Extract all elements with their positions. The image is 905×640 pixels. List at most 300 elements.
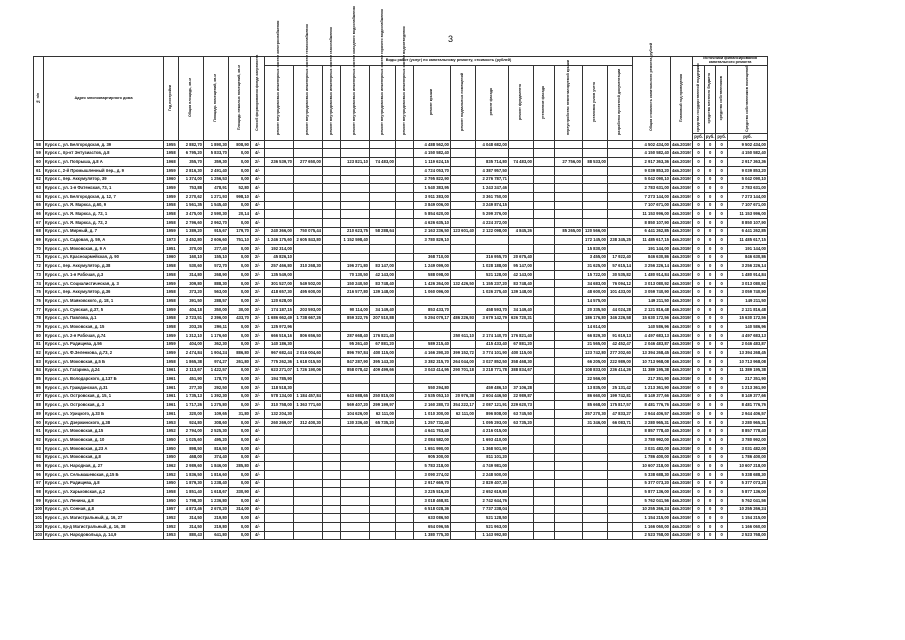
table-cell: 5 377 073,20 bbox=[633, 479, 671, 488]
table-cell bbox=[534, 357, 555, 366]
table-cell: 0 bbox=[693, 436, 705, 445]
table-cell: 8 857 778,40 bbox=[633, 427, 671, 436]
table-cell: 2/- bbox=[251, 314, 265, 323]
table-cell: 666 516,16 bbox=[265, 331, 294, 340]
table-row bbox=[34, 496, 768, 505]
table-cell bbox=[370, 505, 396, 514]
table-row bbox=[34, 262, 768, 271]
table-cell bbox=[370, 375, 396, 384]
table-cell bbox=[509, 323, 534, 332]
table-cell: 4кв.2019г bbox=[671, 279, 693, 288]
unit-s2: руб. bbox=[705, 133, 715, 139]
table-cell: 0,00 bbox=[229, 253, 251, 262]
table-cell bbox=[396, 166, 414, 175]
table-cell: 1 561,35 bbox=[179, 201, 204, 210]
table-cell: 4 216 015,00 bbox=[476, 427, 509, 436]
table-cell: 846 630,86 bbox=[728, 253, 768, 262]
col-w14: разработка проектной документации bbox=[608, 65, 633, 140]
table-cell: 896 808,00 bbox=[476, 410, 509, 419]
table-cell: 4/- bbox=[251, 436, 265, 445]
table-cell: 0 bbox=[716, 297, 728, 306]
table-cell: 495,20 bbox=[204, 436, 229, 445]
table-cell: 0 bbox=[693, 314, 705, 323]
table-cell: 2 917 669,70 bbox=[414, 479, 451, 488]
table-cell: 3 780 829,10 bbox=[414, 236, 451, 245]
table-cell: 0 bbox=[704, 149, 716, 158]
table-cell: 320,00 bbox=[179, 410, 204, 419]
table-cell bbox=[370, 427, 396, 436]
table-cell: 355,70 bbox=[179, 158, 204, 167]
table-cell bbox=[451, 505, 476, 514]
table-cell: 3 256 226,14 bbox=[633, 262, 671, 271]
table-cell: Курск г., ул. 1-я Фатежская, 73, 1 bbox=[44, 184, 164, 193]
table-cell bbox=[265, 453, 294, 462]
table-cell bbox=[555, 418, 583, 427]
table-cell: 5 299 376,00 bbox=[476, 210, 509, 219]
table-row bbox=[34, 331, 768, 340]
table-cell: 8 149 377,66 bbox=[728, 392, 768, 401]
table-cell: 0 bbox=[704, 158, 716, 167]
table-cell bbox=[294, 427, 323, 436]
table-cell: 4/- bbox=[251, 496, 265, 505]
table-cell: 4кв.2019г bbox=[671, 384, 693, 393]
table-cell: 2 962,70 bbox=[204, 218, 229, 227]
table-cell bbox=[451, 158, 476, 167]
table-cell: 101 bbox=[34, 514, 44, 523]
table-cell: 3 013 080,92 bbox=[728, 279, 768, 288]
table-cell bbox=[341, 375, 370, 384]
table-cell bbox=[608, 531, 633, 540]
table-cell: 4кв.2019г bbox=[671, 340, 693, 349]
table-cell: 1 025,60 bbox=[179, 436, 204, 445]
table-cell: 74 483,00 bbox=[370, 158, 396, 167]
table-row bbox=[34, 210, 768, 219]
table-cell: 140 186,30 bbox=[265, 340, 294, 349]
table-cell: 3 059 740,90 bbox=[728, 288, 768, 297]
table-cell bbox=[583, 514, 608, 523]
table-cell bbox=[396, 253, 414, 262]
table-cell: 9 502 434,00 bbox=[728, 140, 768, 149]
table-cell: 2 604 446,50 bbox=[476, 392, 509, 401]
table-cell: 1 238,40 bbox=[204, 479, 229, 488]
table-cell: Курск г., ул. Маяковского, д. 18, 1 bbox=[44, 297, 164, 306]
table-row bbox=[34, 149, 768, 158]
table-cell: 25 131,42 bbox=[608, 384, 633, 393]
table-cell bbox=[265, 210, 294, 219]
table-cell bbox=[451, 453, 476, 462]
table-cell: 3 361 750,00 bbox=[476, 192, 509, 201]
table-cell bbox=[555, 479, 583, 488]
table-cell: 2 944 406,57 bbox=[728, 410, 768, 419]
table-cell bbox=[265, 201, 294, 210]
table-row bbox=[34, 236, 768, 245]
table-cell: 42 452,47 bbox=[608, 340, 633, 349]
table-cell: 3 090 274,02 bbox=[414, 470, 451, 479]
table-cell bbox=[294, 253, 323, 262]
table-cell: 140 586,96 bbox=[633, 323, 671, 332]
table-cell: 395 143,30 bbox=[370, 357, 396, 366]
table-cell bbox=[451, 149, 476, 158]
table-cell bbox=[323, 523, 341, 532]
table-cell: 2/- bbox=[251, 227, 265, 236]
table-cell bbox=[555, 453, 583, 462]
table-cell: 4 224 372,00 bbox=[476, 218, 509, 227]
table-cell bbox=[509, 427, 534, 436]
table-cell bbox=[370, 140, 396, 149]
table-cell: 967 682,44 bbox=[265, 349, 294, 358]
table-cell bbox=[396, 462, 414, 471]
repair-plan-table bbox=[33, 6, 768, 540]
table-cell: 82 bbox=[34, 349, 44, 358]
table-cell: 1951 bbox=[164, 245, 179, 254]
table-cell: 312 400,30 bbox=[294, 418, 323, 427]
table-cell bbox=[555, 366, 583, 375]
table-cell: 3 280 965,31 bbox=[728, 418, 768, 427]
table-cell bbox=[294, 340, 323, 349]
table-cell bbox=[509, 523, 534, 532]
table-cell bbox=[323, 514, 341, 523]
table-cell: 0 bbox=[704, 227, 716, 236]
table-cell: 118 518,30 bbox=[265, 384, 294, 393]
table-cell bbox=[534, 323, 555, 332]
table-cell bbox=[265, 531, 294, 540]
table-cell: 34 149,40 bbox=[370, 305, 396, 314]
table-header bbox=[34, 6, 768, 141]
table-cell: 1 166 060,00 bbox=[633, 523, 671, 532]
table-cell: 1 368 501,90 bbox=[476, 444, 509, 453]
table-cell bbox=[509, 149, 534, 158]
table-cell bbox=[509, 479, 534, 488]
table-cell: 149 211,50 bbox=[728, 297, 768, 306]
table-cell bbox=[509, 470, 534, 479]
table-cell bbox=[583, 192, 608, 201]
table-cell bbox=[534, 210, 555, 219]
table-cell: 203,26 bbox=[179, 323, 204, 332]
table-cell: 1 618,67 bbox=[204, 488, 229, 497]
table-cell bbox=[370, 453, 396, 462]
table-cell bbox=[396, 496, 414, 505]
table-cell bbox=[396, 210, 414, 219]
table-cell bbox=[323, 331, 341, 340]
table-row bbox=[34, 166, 768, 175]
table-cell: Курск г., ул. Володарского, д.137 Б bbox=[44, 375, 164, 384]
table-cell bbox=[323, 236, 341, 245]
table-cell bbox=[583, 436, 608, 445]
table-cell: 0 bbox=[693, 523, 705, 532]
table-cell: 203 593,00 bbox=[294, 305, 323, 314]
table-cell: Курск г., пер. Аккумулятор, д.36 bbox=[44, 288, 164, 297]
table-cell: 238 345,25 bbox=[608, 236, 633, 245]
table-cell: 210 623,75 bbox=[341, 227, 370, 236]
table-cell: 1968 bbox=[164, 158, 179, 167]
table-cell: 257 466,80 bbox=[265, 262, 294, 271]
table-cell bbox=[451, 253, 476, 262]
table-cell: 1 095 293,00 bbox=[476, 418, 509, 427]
table-cell: 309,80 bbox=[179, 279, 204, 288]
table-cell: 75 bbox=[34, 288, 44, 297]
table-cell: 4 048 682,00 bbox=[476, 140, 509, 149]
table-cell: 0 bbox=[716, 444, 728, 453]
table-cell: 310 268,30 bbox=[294, 262, 323, 271]
table-cell bbox=[534, 271, 555, 280]
table-cell bbox=[583, 531, 608, 540]
table-cell: 260 269,07 bbox=[265, 418, 294, 427]
table-cell: 898,50 bbox=[179, 444, 204, 453]
table-cell: 4/- bbox=[251, 453, 265, 462]
table-cell bbox=[555, 314, 583, 323]
table-cell: 22 566,00 bbox=[583, 375, 608, 384]
table-cell: 974,27 bbox=[204, 357, 229, 366]
table-cell bbox=[509, 531, 534, 540]
table-cell: 0 bbox=[716, 375, 728, 384]
table-cell bbox=[555, 392, 583, 401]
table-cell bbox=[294, 470, 323, 479]
table-cell bbox=[370, 236, 396, 245]
table-cell: 63 745,50 bbox=[509, 410, 534, 419]
table-cell: 1959 bbox=[164, 192, 179, 201]
col-w12: переустройство невентилируемой крыши bbox=[555, 65, 583, 140]
table-cell: 1960 bbox=[164, 175, 179, 184]
table-cell bbox=[509, 192, 534, 201]
table-cell bbox=[534, 531, 555, 540]
table-cell bbox=[555, 349, 583, 358]
table-cell: 0,00 bbox=[229, 323, 251, 332]
table-cell: 0,00 bbox=[229, 470, 251, 479]
table-cell: 287 668,40 bbox=[341, 331, 370, 340]
table-cell: 62 111,00 bbox=[451, 410, 476, 419]
table-cell: 8 481 776,76 bbox=[633, 401, 671, 410]
table-cell: 192 314,00 bbox=[265, 245, 294, 254]
table-cell: 4кв.2019г bbox=[671, 349, 693, 358]
table-cell: 0 bbox=[704, 444, 716, 453]
col-total-cost: Общая стоимость капитального ремонта, рублей bbox=[633, 57, 671, 141]
table-cell: 346 226,58 bbox=[608, 314, 633, 323]
table-cell: 1 836,50 bbox=[179, 470, 204, 479]
table-cell: 314,50 bbox=[179, 523, 204, 532]
table-cell: 139 148,00 bbox=[370, 288, 396, 297]
table-cell bbox=[294, 384, 323, 393]
table-cell: 433,70 bbox=[229, 314, 251, 323]
table-cell: 0,00 bbox=[229, 245, 251, 254]
table-cell: 1 246 175,60 bbox=[265, 236, 294, 245]
table-cell: 76 094,12 bbox=[608, 279, 633, 288]
table-cell bbox=[555, 375, 583, 384]
table-cell: 1950 bbox=[164, 453, 179, 462]
table-cell: 94 bbox=[34, 453, 44, 462]
table-cell: 1 312,10 bbox=[179, 331, 204, 340]
table-cell: 3 475,00 bbox=[179, 210, 204, 219]
table-cell: 905 300,00 bbox=[414, 453, 451, 462]
table-cell: 175 817,57 bbox=[608, 401, 633, 410]
table-cell bbox=[509, 297, 534, 306]
table-cell bbox=[323, 375, 341, 384]
table-cell: 418 657,30 bbox=[265, 288, 294, 297]
table-cell: 5 042 090,10 bbox=[728, 175, 768, 184]
table-cell bbox=[555, 210, 583, 219]
table-cell: 11 485 617,15 bbox=[633, 236, 671, 245]
table-cell: 4кв.2019г bbox=[671, 462, 693, 471]
table-cell bbox=[555, 253, 583, 262]
table-cell bbox=[534, 505, 555, 514]
table-cell bbox=[476, 245, 509, 254]
table-cell: 4кв.2019г bbox=[671, 218, 693, 227]
table-cell: 7 273 144,00 bbox=[728, 192, 768, 201]
table-cell: 123 601,40 bbox=[451, 227, 476, 236]
col-s2: средства местного бюджета bbox=[704, 65, 716, 133]
table-cell: Курск г., пр-кт Энтузиастов, д.8 bbox=[44, 149, 164, 158]
table-cell: 44 024,28 bbox=[608, 305, 633, 314]
table-cell bbox=[451, 436, 476, 445]
table-cell bbox=[370, 323, 396, 332]
table-cell: 2 816,30 bbox=[179, 166, 204, 175]
col-area-living: Площадь помещений, кв.м bbox=[204, 57, 229, 141]
table-cell: 588 098,00 bbox=[414, 271, 451, 280]
table-cell: 495 600,00 bbox=[294, 288, 323, 297]
table-cell: 0,00 bbox=[229, 279, 251, 288]
table-cell: 67 bbox=[34, 218, 44, 227]
table-cell bbox=[323, 349, 341, 358]
table-cell bbox=[509, 236, 534, 245]
col-w11: утепление фасада bbox=[534, 65, 555, 140]
table-cell: 296,11 bbox=[204, 323, 229, 332]
table-cell: 4 724 053,70 bbox=[414, 166, 451, 175]
table-cell bbox=[555, 271, 583, 280]
table-cell bbox=[451, 479, 476, 488]
table-cell: 2/- bbox=[251, 366, 265, 375]
table-cell: Курск г., ул. Ленина, д.8 bbox=[44, 496, 164, 505]
table-cell: 91 619,13 bbox=[608, 331, 633, 340]
table-cell bbox=[396, 236, 414, 245]
table-cell bbox=[451, 271, 476, 280]
table-cell: 42 143,00 bbox=[509, 271, 534, 280]
table-cell: 140 586,96 bbox=[728, 323, 768, 332]
table-cell bbox=[583, 470, 608, 479]
table-cell bbox=[341, 496, 370, 505]
table-cell: 4/- bbox=[251, 479, 265, 488]
table-cell bbox=[534, 496, 555, 505]
table-cell: 72 bbox=[34, 262, 44, 271]
table-cell: 15 630 172,56 bbox=[633, 314, 671, 323]
table-cell: 6 518 028,36 bbox=[414, 505, 451, 514]
table-cell: 0 bbox=[693, 444, 705, 453]
table-cell: 374,40 bbox=[204, 453, 229, 462]
table-cell bbox=[608, 505, 633, 514]
table-cell: 2 087 121,91 bbox=[476, 401, 509, 410]
table-cell: 0 bbox=[716, 488, 728, 497]
table-cell: 1959 bbox=[164, 340, 179, 349]
table-cell: 2/- bbox=[251, 297, 265, 306]
table-cell bbox=[534, 305, 555, 314]
table-cell bbox=[341, 192, 370, 201]
table-cell: 2/- bbox=[251, 236, 265, 245]
table-cell: 2 474,84 bbox=[179, 349, 204, 358]
table-cell: 176 821,40 bbox=[509, 331, 534, 340]
table-cell: 0 bbox=[704, 392, 716, 401]
table-cell: 10 607 218,00 bbox=[728, 462, 768, 471]
table-cell bbox=[370, 192, 396, 201]
table-cell bbox=[534, 401, 555, 410]
table-cell bbox=[294, 271, 323, 280]
table-cell: 155,10 bbox=[204, 253, 229, 262]
table-cell: Курск г., ул. Белгородская, д. 12, 7 bbox=[44, 192, 164, 201]
table-cell bbox=[370, 175, 396, 184]
table-cell bbox=[451, 427, 476, 436]
table-cell: 62 111,00 bbox=[370, 410, 396, 419]
table-cell bbox=[555, 444, 583, 453]
table-cell: 0,00 bbox=[229, 201, 251, 210]
table-cell: 71 bbox=[34, 253, 44, 262]
table-cell: 4/- bbox=[251, 192, 265, 201]
table-cell: 1952 bbox=[164, 427, 179, 436]
table-cell: 79 bbox=[34, 323, 44, 332]
table-cell bbox=[555, 514, 583, 523]
table-row bbox=[34, 340, 768, 349]
table-row bbox=[34, 418, 768, 427]
table-cell bbox=[555, 505, 583, 514]
table-cell bbox=[294, 323, 323, 332]
table-row bbox=[34, 523, 768, 532]
table-cell: 4кв.2019г bbox=[671, 375, 693, 384]
table-cell: 2/- bbox=[251, 305, 265, 314]
table-cell bbox=[451, 140, 476, 149]
table-cell: 0 bbox=[716, 271, 728, 280]
table-cell: 1958 bbox=[164, 297, 179, 306]
table-cell bbox=[555, 496, 583, 505]
table-cell: 0 bbox=[716, 479, 728, 488]
table-cell: 0 bbox=[716, 349, 728, 358]
table-cell bbox=[451, 184, 476, 193]
table-cell: 3 218 771,78 bbox=[476, 366, 509, 375]
table-cell bbox=[608, 192, 633, 201]
table-cell: 250 815,00 bbox=[370, 392, 396, 401]
table-cell: 139 148,00 bbox=[509, 288, 534, 297]
table-cell: 0,00 bbox=[229, 366, 251, 375]
table-cell: 15 830,00 bbox=[583, 245, 608, 254]
table-cell: 0 bbox=[704, 496, 716, 505]
table-row bbox=[34, 297, 768, 306]
table-cell bbox=[451, 375, 476, 384]
table-cell: 3 452,80 bbox=[179, 236, 204, 245]
table-cell bbox=[323, 297, 341, 306]
table-cell bbox=[534, 149, 555, 158]
col-w13: установка узлов учета bbox=[583, 65, 608, 140]
table-cell bbox=[509, 201, 534, 210]
table-cell: Курск г., ул. 1-я Рабочая, д.3 bbox=[44, 271, 164, 280]
table-cell: 847 287,90 bbox=[341, 357, 370, 366]
table-cell bbox=[370, 253, 396, 262]
table-cell: 4 387 957,50 bbox=[476, 166, 509, 175]
table-cell: 7 737 238,04 bbox=[476, 505, 509, 514]
table-cell: 4кв.2019г bbox=[671, 271, 693, 280]
table-cell bbox=[341, 245, 370, 254]
table-cell: 4кв.2019г bbox=[671, 192, 693, 201]
col-w3: ремонт внутридомовых инженерных систем газоснабжения bbox=[323, 65, 341, 140]
table-cell bbox=[608, 514, 633, 523]
table-cell bbox=[555, 201, 583, 210]
table-cell: 808,90 bbox=[229, 140, 251, 149]
table-cell: 3 780 992,00 bbox=[728, 436, 768, 445]
table-cell: Курск г., пер. Аккумулятор, 39 bbox=[44, 175, 164, 184]
table-cell: 86 660,00 bbox=[583, 392, 608, 401]
table-cell: 0,00 bbox=[229, 340, 251, 349]
table-cell: 4/- bbox=[251, 531, 265, 540]
col-num: № п/п bbox=[34, 57, 44, 141]
table-cell bbox=[294, 488, 323, 497]
table-cell: 3 031 482,00 bbox=[633, 444, 671, 453]
table-cell: 4кв.2019г bbox=[671, 149, 693, 158]
table-cell: 42 143,00 bbox=[370, 271, 396, 280]
table-cell bbox=[555, 297, 583, 306]
